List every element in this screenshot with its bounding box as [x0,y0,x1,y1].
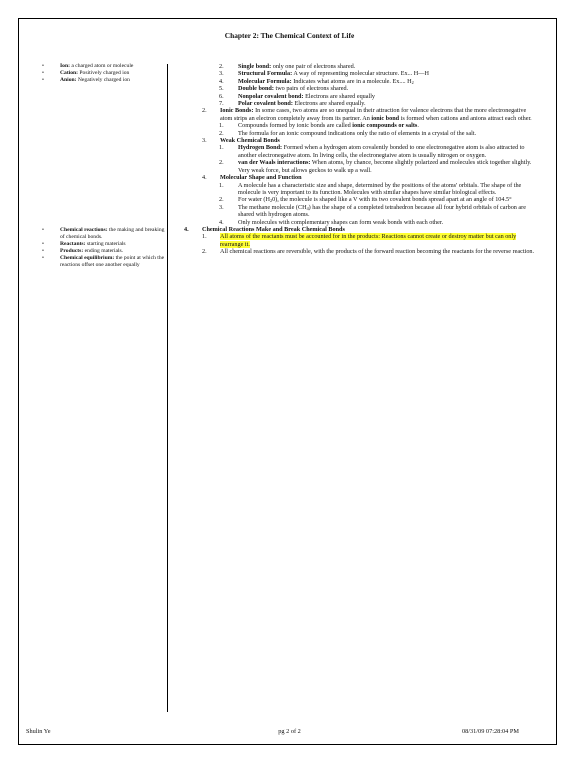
page-title: Chapter 2: The Chemical Context of Life [224,31,355,40]
note-item: • Anion: Negatively charged ion [40,77,165,84]
footer-timestamp: 08/31/09 07:28:04 PM [461,728,519,735]
note-item: • Cation: Positively charged ion [40,70,165,77]
outline-item: 3. The methane molecule $(CH_4)$ has the shape of a completed tetrahedron because all four hybrid orbitals of carbon are shared with hydrogen atoms. [219,203,526,219]
outline-item: 7. Polar covalent bond: Electrons are shared equally. [219,100,366,108]
note-item: • Reactants: starting materials [40,241,165,248]
outline-item: 5. Double bond: two pairs of electrons shared. [219,85,349,93]
outline-item: 1. A molecule has a characteristic size and shape, determined by the positions of the atoms' orbitals. The shape of the molecule is very important to its function. Molecules with similar shapes have similar biological effects. [219,181,522,196]
outline-item: 2. For water $(H_20)$, the molecule is shaped like a V with its two covalent bonds spread apart at an angle of 104.5° [219,196,512,204]
outline-item: 2. Single bond: only one pair of electrons shared. [219,63,356,70]
outline-item: 2. All chemical reactions are reversible, with the products of the forward reaction becoming the reactants for the reverse reaction. [202,248,535,256]
column-divider [167,64,168,712]
outline-item: 4. Molecular Formula: Indicates what atoms are in a molecule. Ex.... $H_2$ [219,77,414,85]
outline-item: 6. Nonpolar covalent bond: Electrons are shared equally [219,92,376,100]
outline-section-ionic: 2. Ionic Bonds: In some cases, two atoms are so unequal in their attraction for valence electrons that the more electronegative atom strips an electron completely away from its partner. An ionic bond is formed when cations and anions attract each other. [202,107,532,122]
outline-item: 4. Only molecules with complementary shapes can form weak bonds with each other. [219,218,444,226]
footer-page-number: pg 2 of 2 [278,728,301,735]
outline-body [184,63,539,256]
outline-item: 1. Hydrogen Bond: Formed when a hydrogen atom covalently bonded to one electronegative atom is also attracted to another electronegative atom. In living cells, the electronegtaive atom is usually nitrogen or oxygen. [219,144,525,159]
margin-notes-bottom [40,227,165,268]
outline-item: 3. Structural Formula: A way of representing molecular structure. Ex... H—H [219,70,429,78]
outline-section-reactions: 4. Chemical Reactions Make and Break Chemical Bonds [184,225,345,233]
note-item: • Chemical reactions: the making and breaking of chemical bonds. [40,227,165,241]
note-item: • Chemical equilibrium: the point at which the reactions offset one another equally [40,255,165,269]
outline-section-shape: 4. Molecular Shape and Function [202,174,302,182]
outline-item: 1. Compounds formed by ionic bonds are called ionic compounds or salts. [219,122,419,130]
note-item: • Ion: a charged atom or molecule [40,63,165,70]
outline-item-highlighted: 1. All atoms of the reactants must be accounted for in the products: Reactions cannot create or destroy matter but can only rearrange it. [202,233,517,248]
margin-notes-top [40,63,165,84]
outline-item: 2. The formula for an ionic compound indications only the ratio of elements in a crystal of the salt. [219,129,477,137]
outline-section-weak: 3. Weak Chemical Bonds [202,137,280,145]
outline-item: 2. van der Waals interactions: When atoms, by chance, become slightly polarized and molecules stick together slightly. Very weak force, but allows geckos to walk up a wall. [219,159,532,174]
note-item: • Products: ending materials. [40,248,165,255]
footer-author: Shulin Ye [26,728,51,735]
